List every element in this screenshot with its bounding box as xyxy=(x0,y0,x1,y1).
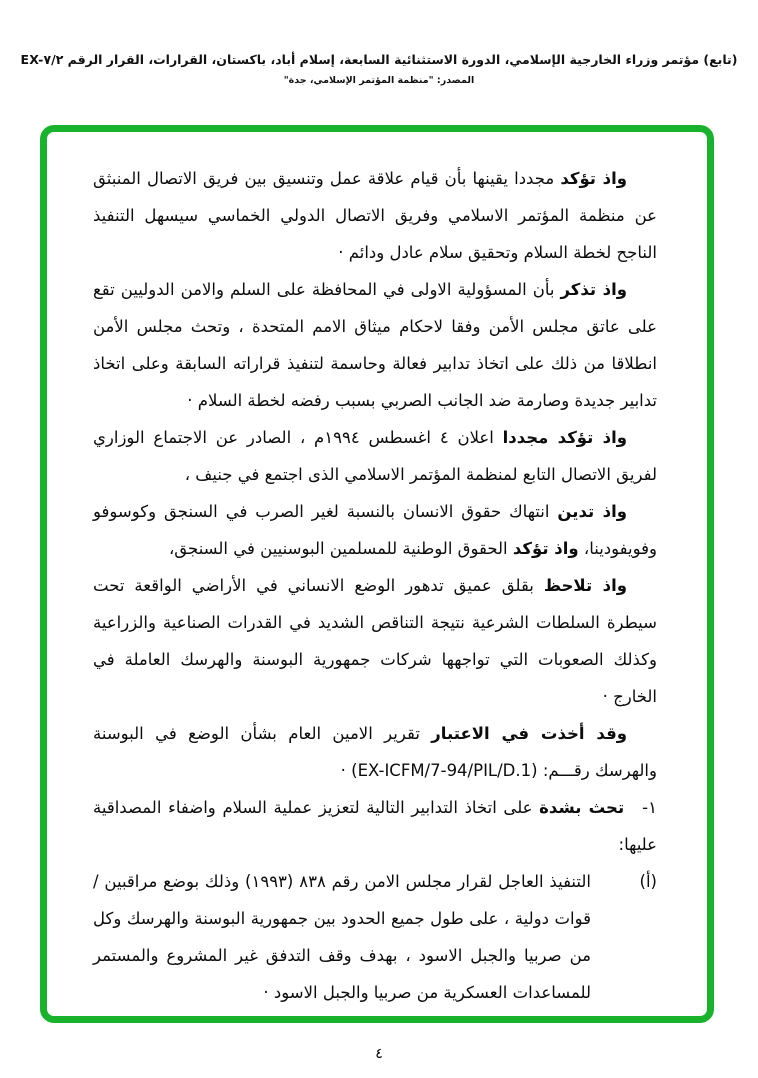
paragraph-text: انتهاك حقوق الانسان بالنسبة لغير الصرب في السنجق وكوسوفو وفويفودينا، xyxy=(93,502,657,558)
paragraph-lead: وقد أخذت في الاعتبار xyxy=(431,724,628,743)
paragraph-lead: واذ تؤكد مجددا xyxy=(502,428,628,447)
report-reference-code: (EX-ICFM/7-94/PIL/D.1) xyxy=(351,761,538,780)
paragraph-taken-into-account xyxy=(93,715,657,789)
paragraph-condemn-violations xyxy=(93,493,657,567)
document-green-frame xyxy=(40,125,714,1023)
numbered-item-1 xyxy=(93,789,657,863)
paragraph-text-2: الحقوق الوطنية للمسلمين البوسنيين في السنجق، xyxy=(168,539,513,558)
paragraph-note-deterioration xyxy=(93,567,657,715)
document-header xyxy=(0,0,758,86)
resolution-code: EX-٧/٢ xyxy=(20,52,64,67)
paragraph-lead: واذ تلاحظ xyxy=(543,576,627,595)
sub-item-a xyxy=(93,863,657,1011)
paragraph-text: تقرير الامين العام بشأن الوضع في البوسنة والهرسك رقـــم: xyxy=(93,724,657,780)
item-text: على اتخاذ التدابير التالية لتعزيز عملية السلام واضفاء المصداقية عليها: xyxy=(93,798,657,854)
header-title-line xyxy=(0,52,758,67)
document-body-text xyxy=(47,132,707,1011)
paragraph-lead: واذ تدين xyxy=(557,502,627,521)
item-number: ١- xyxy=(642,798,657,817)
item-lead: تحث بشدة xyxy=(539,798,625,817)
paragraph-text: بقلق عميق تدهور الوضع الانساني في الأراضي الواقعة تحت سيطرة السلطات الشرعية نتيجة التناقص الشديد في القدرات الصناعية والزراعية وكذلك الصعوبات التي تواجهها شركات جمهورية البوسنة والهرسك العاملة في الخارج · xyxy=(93,576,657,706)
paragraph-recall-security-council xyxy=(93,271,657,419)
sub-item-text: التنفيذ العاجل لقرار مجلس الامن رقم ٨٣٨ (١٩٩٣) وذلك بوضع مراقبين / قوات دولية ، على طول جميع الحدود بين جمهورية البوسنة والهرسك وكل من صربيا والجبل الاسود ، بهدف وقف التدفق غير المشروع والمستمر للمساعدات العسكرية من صربيا والجبل الاسود · xyxy=(93,872,591,1002)
page-number: ٤ xyxy=(375,1046,383,1062)
sub-item-marker: (أ) xyxy=(639,872,657,891)
paragraph-lead: واذ تذكر xyxy=(560,280,627,299)
paragraph-text: بأن المسؤولية الاولى في المحافظة على السلم والامن الدوليين تقع على عاتق مجلس الأمن وفقا لاحكام ميثاق الامم المتحدة ، وتحث مجلس الأمن انطلاقا من ذلك على اتخاذ تدابير فعالة وحاسمة لتنفيذ قراراته السابقة وعلى اتخاذ تدابير جديدة وصارمة ضد الجانب الصربي بسبب رفضه لخطة السلام · xyxy=(93,280,657,410)
paragraph-lead: واذ تؤكد xyxy=(560,169,627,188)
paragraph-reaffirm-declaration xyxy=(93,419,657,493)
paragraph-text: اعلان ٤ اغسطس ١٩٩٤م ، الصادر عن الاجتماع الوزاري لفريق الاتصال التابع لمنظمة المؤتمر الاسلامي الذى اجتمع في جنيف ، xyxy=(93,428,657,484)
header-title-text: (تابع) مؤتمر وزراء الخارجية الإسلامي، الدورة الاستثنائية السابعة، إسلام أباد، باكستان، القرارات، القرار الرقم xyxy=(63,52,738,67)
header-source-line: المصدر: "منظمة المؤتمر الإسلامي، جدة" xyxy=(283,75,475,86)
paragraph-text: مجددا يقينها بأن قيام علاقة عمل وتنسيق بين فريق الاتصال المنبثق عن منظمة المؤتمر الاسلامي وفريق الاتصال الدولي الخماسي سيسهل التنفيذ الناجح لخطة السلام وتحقيق سلام عادل ودائم · xyxy=(93,169,657,262)
paragraph-tail: · xyxy=(340,761,352,780)
paragraph-reaffirm-contact-group xyxy=(93,160,657,271)
paragraph-lead-2: واذ تؤكد xyxy=(512,539,579,558)
